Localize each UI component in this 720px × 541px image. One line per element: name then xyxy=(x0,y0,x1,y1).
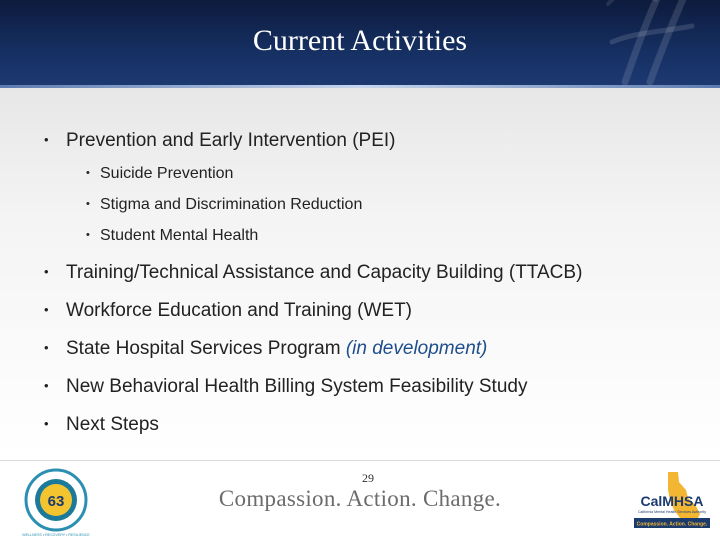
calmhsa-tagline: Compassion. Action. Change. xyxy=(636,521,708,528)
bullet-glyph: • xyxy=(44,132,49,147)
bullet-text: Prevention and Early Intervention (PEI) xyxy=(66,130,396,151)
in-development-note: (in development) xyxy=(345,338,488,359)
bullet-item xyxy=(44,262,582,284)
bullet-text: Training/Technical Assistance and Capacity Building (TTACB) xyxy=(66,262,583,283)
footer-tagline: Compassion. Action. Change. xyxy=(218,486,502,511)
bullet-item xyxy=(44,376,527,398)
seal-number: 63 xyxy=(47,493,65,510)
seal-caption: WELLNESS • RECOVERY • RESILIENCE xyxy=(22,533,90,537)
bullet-glyph: • xyxy=(86,198,90,210)
sub-bullet-text: Suicide Prevention xyxy=(100,165,234,182)
bullet-glyph: • xyxy=(86,167,90,179)
bullet-glyph: • xyxy=(44,264,49,279)
sub-bullet-text: Student Mental Health xyxy=(100,227,259,244)
calmhsa-logo xyxy=(630,468,714,534)
bullet-glyph: • xyxy=(44,378,49,393)
sub-bullet-text: Stigma and Discrimination Reduction xyxy=(100,196,363,213)
bullet-text: Next Steps xyxy=(66,414,159,435)
bullet-item xyxy=(44,338,487,360)
bullet-text: New Behavioral Health Billing System Feasibility Study xyxy=(66,376,528,397)
calmhsa-subtitle: California Mental Health Services Authority xyxy=(637,510,707,514)
bullet-item xyxy=(44,130,396,152)
sub-bullet-item xyxy=(86,196,362,214)
bullet-item xyxy=(44,414,159,436)
bullet-glyph: • xyxy=(44,416,49,431)
page-number: 29 xyxy=(362,471,374,485)
bullet-glyph: • xyxy=(86,229,90,241)
sub-bullet-item xyxy=(86,227,258,245)
calmhsa-brand: CalMHSA xyxy=(640,493,704,509)
bullet-text: State Hospital Services Program xyxy=(66,338,346,359)
bullet-item xyxy=(44,300,412,322)
bullet-glyph: • xyxy=(44,340,49,355)
sub-bullet-item xyxy=(86,165,233,183)
slide-title: Current Activities xyxy=(252,24,468,57)
bullet-text: Workforce Education and Training (WET) xyxy=(66,300,413,321)
bullet-glyph: • xyxy=(44,302,49,317)
